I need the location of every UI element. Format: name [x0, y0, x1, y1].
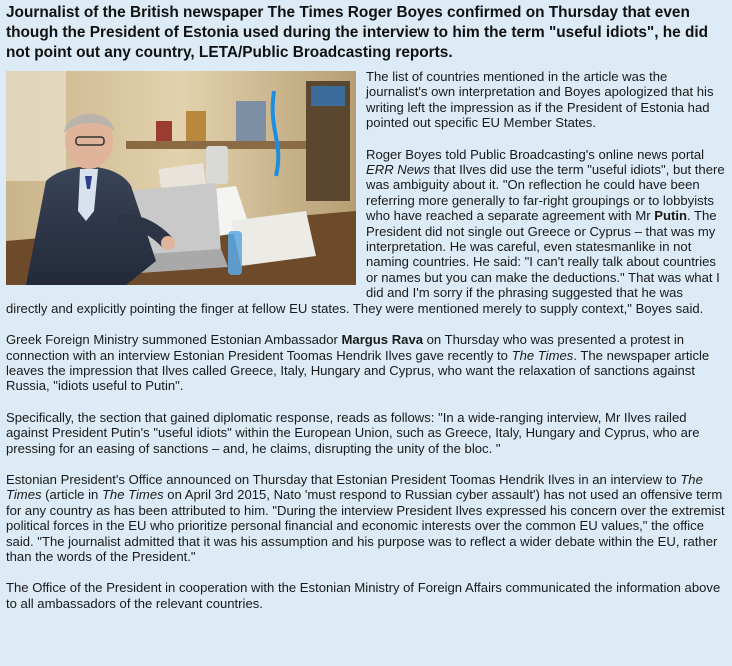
paragraph-3: Greek Foreign Ministry summoned Estonian Ambassador Margus Rava on Thursday who was presented a protest in connection with an interview Estonian President Toomas Hendrik Ilves gave recently to The Times. The newspaper article leaves the impression that Ilves called Greece, Italy, Hungary and Cyprus, who want the relaxation of sanctions against Russia, "idiots useful to Putin". — [6, 332, 710, 394]
paragraph-6: The Office of the President in cooperation with the Estonian Ministry of Foreign Affairs communicated the information above to all ambassadors of the relevant countries. — [6, 580, 721, 611]
paragraph-2: Roger Boyes told Public Broadcasting's online news portal ERR News that Ilves did use the term "useful idiots", but there was ambiguity about it. "On reflection he could have been referring more generally to far-right groupings or to lobbyists who have reached a separate agreement with Mr Putin. The President did not single out Greece or Cyprus – that was my interpretation. He was careful, even statesmanlike in not naming countries. He said: "I can't really talk about countries or names but you can make the deductions." That was what I did and I'm sorry if the phrasing suggested that he was directly and explicitly pointing the finger at fellow EU states. They were mentioned merely to supply context," Boyes said. — [6, 146, 725, 316]
putin-bold: Putin — [654, 208, 687, 224]
president-photo — [6, 71, 356, 285]
headline: Journalist of the British newspaper The Times Roger Boyes confirmed on Thursday that even though the President of Estonia used during the interview to him the term "useful idiots", he did not point out any country, LETA/Public Broadcasting reports. — [6, 4, 709, 61]
margus-rava-bold: Margus Rava — [341, 332, 424, 348]
paragraph-1: The list of countries mentioned in the article was the journalist's own interpretation and Boyes apologized that his writing left the impression as if the President of Estonia had pointed out specific EU Member States. — [366, 69, 714, 131]
paragraph-5: Estonian President's Office announced on Thursday that Estonian President Toomas Hendrik Ilves in an interview to The Times (article in The Times on April 3rd 2015, Nato 'must respond to Russian cyber assault') has not used an offensive term for any country as has been attributed to him. "During the interview President Ilves expressed his concern over the extremist political forces in the EU who prioritize personal financial and economic interests over the common EU values," the office said. "The journalist admitted that it was his assumption and his purpose was to reflect a wider debate within the EU, rather than the words of the President." — [6, 471, 725, 564]
err-news-link: ERR News — [366, 162, 431, 178]
paragraph-4: Specifically, the section that gained diplomatic response, reads as follows: "In a wide-ranging interview, Mr Ilves railed against President Putin's "useful idiots" within the European Union, such as Greece, Italy, Hungary and Cyprus, who are pressing for an easing of sanctions – and, he claims, disrupting the unity of the bloc. " — [6, 409, 700, 456]
